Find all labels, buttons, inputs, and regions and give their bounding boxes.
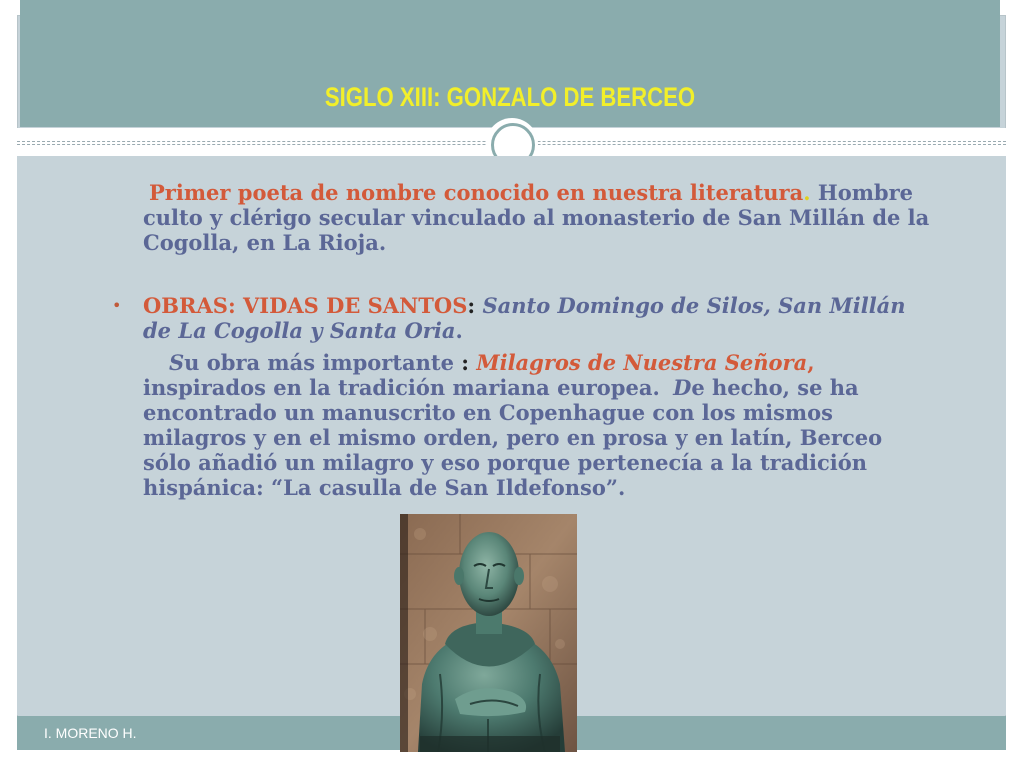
works-colon: : (467, 293, 476, 318)
intro-paragraph (143, 180, 933, 255)
works-paragraph (143, 293, 933, 343)
intro-rest: Hombre culto y clérigo secular vinculado al monasterio de San Millán de la Cogolla, en La Rioja. (143, 180, 930, 255)
works-label: OBRAS: VIDAS DE SANTOS (143, 293, 468, 318)
berceo-statue-image (400, 514, 577, 752)
masterpiece-initial2: D (673, 375, 692, 400)
works-end: . (455, 318, 463, 343)
masterpiece-colon: : (453, 350, 477, 375)
works-list: Santo Domingo de Silos, San Millán de La Cogolla y Santa Oria (143, 293, 906, 343)
masterpiece-lead: u obra más importante (184, 350, 454, 375)
masterpiece-work: Milagros de Nuestra Señora (476, 350, 808, 375)
intro-lead: Primer poeta de nombre conocido en nuestra literatura (149, 180, 804, 205)
slide-title: SIGLO XIII: GONZALO DE BERCEO (324, 82, 696, 112)
masterpiece-comma: , (807, 350, 815, 375)
masterpiece-initial: S (169, 350, 185, 375)
bullet-marker: • (112, 296, 122, 315)
footer-author: I. MORENO H. (44, 725, 137, 741)
masterpiece-mid: inspirados en la tradición mariana europea. (143, 375, 660, 400)
masterpiece-rest: e hecho, se ha encontrado un manuscrito en Copenhague con los mismos milagros y en el mismo orden, pero en prosa y en latín, Berceo sólo añadió un milagro y eso porque pertenecía a la tradición hispánica: “La casulla de San Ildefonso”. (143, 375, 883, 500)
intro-dot: . (803, 180, 811, 205)
masterpiece-paragraph (143, 350, 933, 500)
